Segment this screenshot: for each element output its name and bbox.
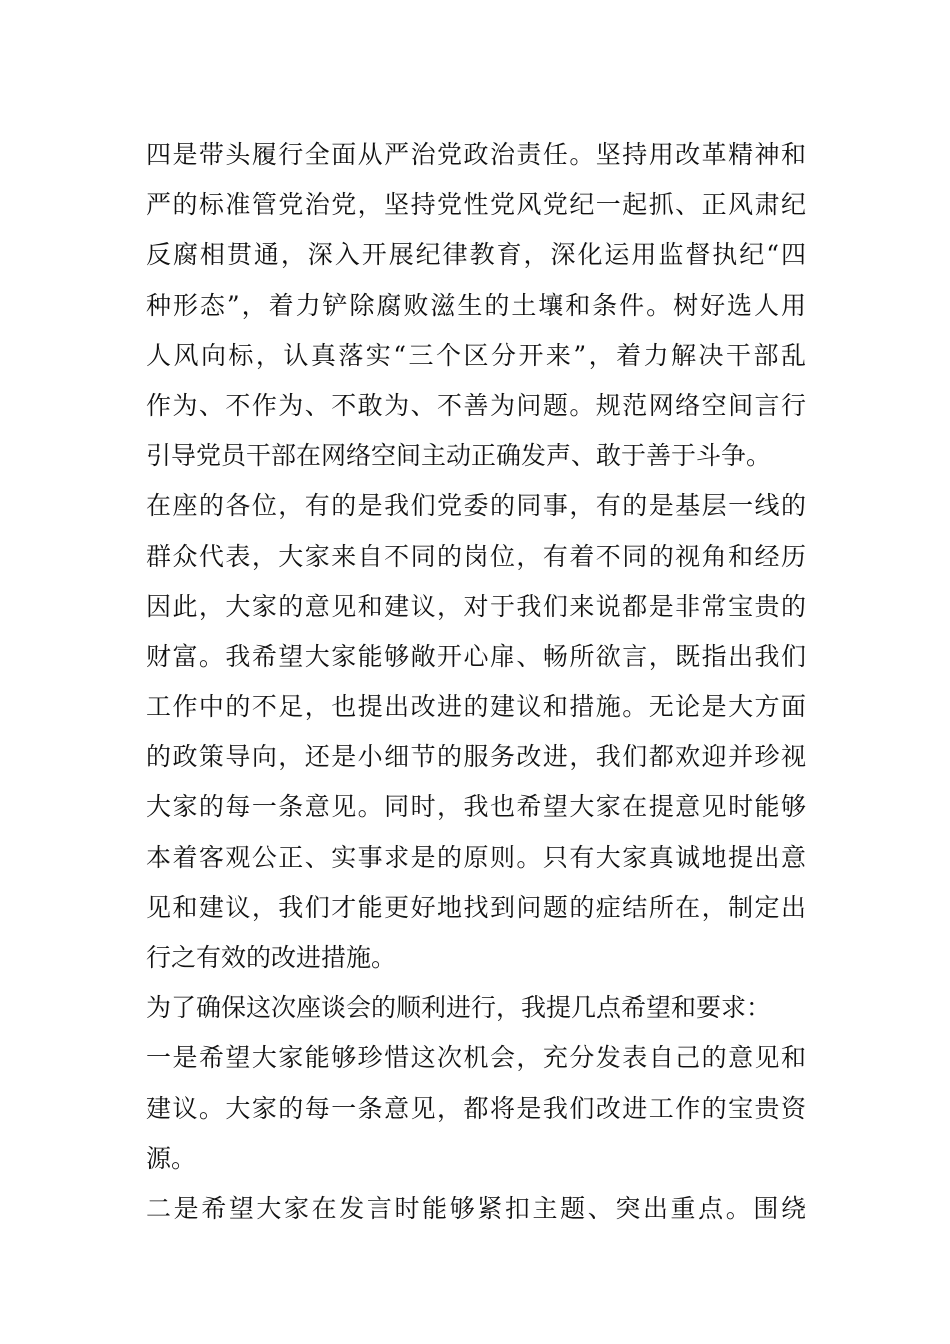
- paragraph-point-two: [146, 1184, 806, 1234]
- text-line: 因此，大家的意见和建议，对于我们来说都是非常宝贵的: [146, 591, 806, 621]
- paragraph-discipline: [146, 130, 806, 481]
- text-line: 在座的各位，有的是我们党委的同事，有的是基层一线的: [146, 491, 806, 521]
- text-line: 见和建议，我们才能更好地找到问题的症结所在，制定出: [146, 892, 806, 922]
- document-body: [146, 130, 806, 1234]
- text-line: 人风向标，认真落实“三个区分开来”，着力解决干部乱: [146, 340, 806, 370]
- text-line: 反腐相贯通，深入开展纪律教育，深化运用监督执纪“四: [146, 240, 806, 270]
- text-line: 引导党员干部在网络空间主动正确发声、敢于善于斗争。: [146, 441, 772, 471]
- text-line: 二是希望大家在发言时能够紧扣主题、突出重点。围绕: [146, 1193, 806, 1223]
- text-line: 为了确保这次座谈会的顺利进行，我提几点希望和要求：: [146, 993, 772, 1023]
- text-line: 群众代表，大家来自不同的岗位，有着不同的视角和经历: [146, 541, 806, 571]
- text-line: 大家的每一条意见。同时，我也希望大家在提意见时能够: [146, 792, 806, 822]
- paragraph-point-one: [146, 1033, 806, 1184]
- text-line: 源。: [146, 1143, 197, 1173]
- text-line: 一是希望大家能够珍惜这次机会，充分发表自己的意见和: [146, 1043, 806, 1073]
- text-line: 本着客观公正、实事求是的原则。只有大家真诚地提出意: [146, 842, 806, 872]
- text-line: 四是带头履行全面从严治党政治责任。坚持用改革精神和: [146, 140, 806, 169]
- text-line: 建议。大家的每一条意见，都将是我们改进工作的宝贵资: [146, 1093, 806, 1123]
- text-line: 行之有效的改进措施。: [146, 943, 397, 972]
- text-line: 财富。我希望大家能够敞开心扉、畅所欲言，既指出我们: [146, 641, 806, 671]
- text-line: 作为、不作为、不敢为、不善为问题。规范网络空间言行: [146, 390, 806, 420]
- text-line: 的政策导向，还是小细节的服务改进，我们都欢迎并珍视: [146, 742, 806, 772]
- paragraph-requirements-intro: [146, 983, 806, 1033]
- text-line: 种形态”，着力铲除腐败滋生的土壤和条件。树好选人用: [146, 290, 806, 320]
- paragraph-attendees: [146, 481, 806, 983]
- text-line: 严的标准管党治党，坚持党性党风党纪一起抓、正风肃纪: [146, 190, 806, 220]
- text-line: 工作中的不足，也提出改进的建议和措施。无论是大方面: [146, 692, 806, 722]
